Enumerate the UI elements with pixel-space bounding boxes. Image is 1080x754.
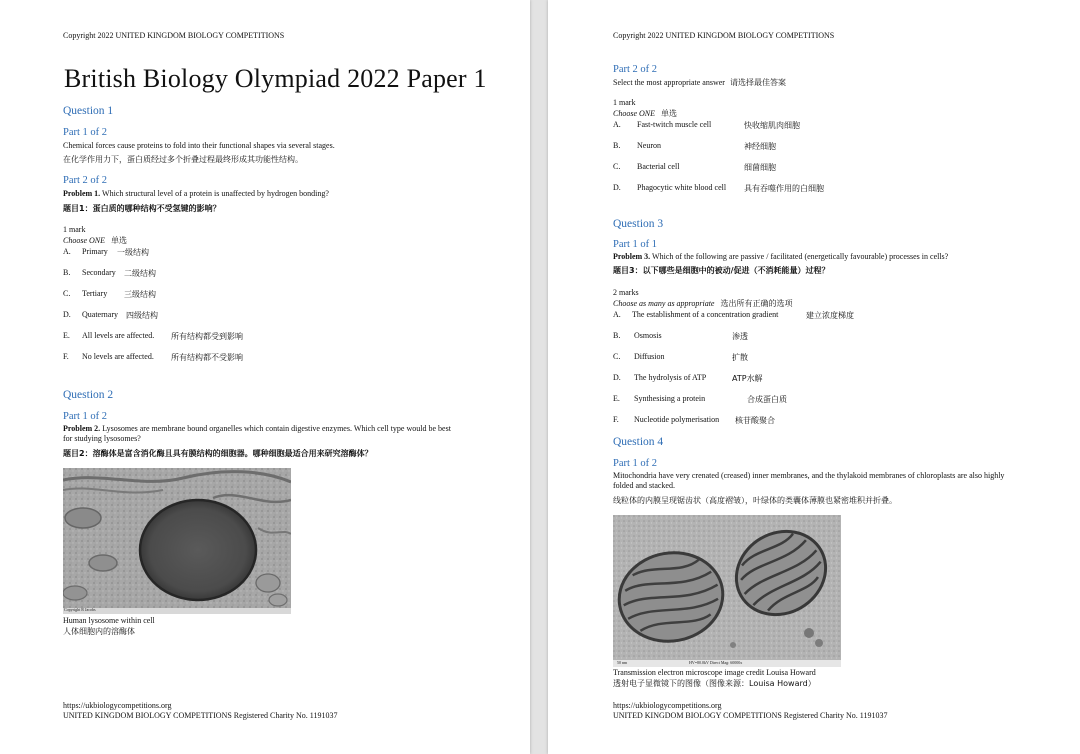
option-text-en: Quaternary xyxy=(82,310,118,319)
option-text-zh: 快收缩肌肉细胞 xyxy=(744,121,800,130)
option-letter: A. xyxy=(613,120,621,129)
option-letter: D. xyxy=(613,183,621,192)
q2-select-instruction xyxy=(613,77,786,88)
option-text-en: Osmosis xyxy=(634,331,662,340)
q1-part1-label: Part 1 of 2 xyxy=(63,127,108,138)
q3-option-d[interactable] xyxy=(613,373,943,385)
problem-1-text xyxy=(63,189,329,198)
footer-url[interactable]: https://ukbiologycompetitions.org xyxy=(63,701,172,710)
right-page xyxy=(548,0,1080,754)
q1-part1-text-en: Chemical forces cause proteins to fold into their functional shapes via several stages. xyxy=(63,141,335,150)
q1-marks: 1 mark xyxy=(63,225,86,234)
q2-option-b[interactable] xyxy=(613,141,913,153)
option-text-en: No levels are affected. xyxy=(82,352,154,361)
q1-choose-zh: 单选 xyxy=(111,236,127,245)
q3-option-e[interactable] xyxy=(613,394,943,406)
copyright-header: Copyright 2022 UNITED KINGDOM BIOLOGY COMPETITIONS xyxy=(63,31,285,40)
problem-2-zh: 题目2：溶酶体是富含消化酶且具有膜结构的细胞器。哪种细胞最适合用来研究溶酶体？ xyxy=(63,449,373,458)
q3-option-c[interactable] xyxy=(613,352,943,364)
q2-option-a[interactable] xyxy=(613,120,913,132)
q1-choose-en: Choose ONE xyxy=(63,236,105,245)
option-text-zh: 一级结构 xyxy=(117,248,149,257)
option-text-en: Diffusion xyxy=(634,352,665,361)
q2-choose xyxy=(613,108,677,119)
q1-part2-label: Part 2 of 2 xyxy=(63,175,108,186)
footer-url[interactable]: https://ukbiologycompetitions.org xyxy=(613,701,722,710)
question-2-heading: Question 2 xyxy=(63,389,114,401)
option-letter: B. xyxy=(613,331,621,340)
option-letter: F. xyxy=(613,415,619,424)
question-3-heading: Question 3 xyxy=(613,218,664,230)
q4-text-en: Mitochondria have very crenated (creased) inner membranes, and the thylakoid membranes of chloroplasts are also highly folded and stacked. xyxy=(613,471,1005,490)
option-letter: C. xyxy=(63,289,71,298)
option-text-zh: 细菌细胞 xyxy=(744,163,776,172)
option-text-zh: 四级结构 xyxy=(126,311,158,320)
copyright-header: Copyright 2022 UNITED KINGDOM BIOLOGY COMPETITIONS xyxy=(613,31,835,40)
mitochondria-image xyxy=(613,515,841,667)
lysosome-image xyxy=(63,468,291,614)
option-text-zh: 所有结构都不受影响 xyxy=(171,353,243,362)
q2-option-c[interactable] xyxy=(613,162,913,174)
option-letter: D. xyxy=(613,373,621,382)
problem-1-label: Problem 1. xyxy=(63,189,101,198)
option-text-zh: 扩散 xyxy=(732,353,748,362)
option-text-en: Phagocytic white blood cell xyxy=(637,183,727,192)
q1-option-d[interactable] xyxy=(63,310,323,322)
option-text-zh: ATP水解 xyxy=(732,374,763,383)
option-letter: B. xyxy=(63,268,71,277)
q1-option-b[interactable] xyxy=(63,268,323,280)
q2-select-zh: 请选择最佳答案 xyxy=(729,78,786,87)
option-text-zh: 三级结构 xyxy=(124,290,156,299)
q2-marks: 1 mark xyxy=(613,98,636,107)
lysosome-image-credit: Copyright R Jacobs xyxy=(64,607,96,612)
option-letter: A. xyxy=(613,310,621,319)
problem-1-en: Which structural level of a protein is unaffected by hydrogen bonding? xyxy=(102,189,329,198)
option-text-en: Secondary xyxy=(82,268,116,277)
option-text-en: All levels are affected. xyxy=(82,331,155,340)
option-letter: C. xyxy=(613,352,621,361)
option-text-en: Bacterial cell xyxy=(637,162,680,171)
option-text-en: Neuron xyxy=(637,141,661,150)
option-letter: F. xyxy=(63,352,69,361)
lysosome-caption-en: Human lysosome within cell xyxy=(63,616,155,625)
problem-2-label: Problem 2. xyxy=(63,424,101,433)
mitochondria-caption-zh: 透射电子显微镜下的图像（图像来源：Louisa Howard） xyxy=(613,679,816,688)
q3-choose-en: Choose as many as appropriate xyxy=(613,299,715,308)
q2-option-d[interactable] xyxy=(613,183,913,195)
q3-option-b[interactable] xyxy=(613,331,943,343)
mitochondria-caption-en: Transmission electron microscope image credit Louisa Howard xyxy=(613,668,816,677)
q2-part1-label: Part 1 of 2 xyxy=(63,411,108,422)
option-text-zh: 所有结构都受到影响 xyxy=(171,332,243,341)
option-letter: E. xyxy=(63,331,70,340)
option-text-en: The hydrolysis of ATP xyxy=(634,373,707,382)
footer-charity: UNITED KINGDOM BIOLOGY COMPETITIONS Registered Charity No. 1191037 xyxy=(63,711,338,720)
question-4-heading: Question 4 xyxy=(613,436,664,448)
q1-choose xyxy=(63,235,127,246)
page-title: British Biology Olympiad 2022 Paper 1 xyxy=(64,64,487,93)
q3-choose-zh: 选出所有正确的选项 xyxy=(720,299,793,308)
q2-choose-zh: 单选 xyxy=(661,109,677,118)
option-text-en: Nucleotide polymerisation xyxy=(634,415,720,424)
option-text-zh: 神经细胞 xyxy=(744,142,776,151)
option-text-en: The establishment of a concentration gradient xyxy=(632,310,779,319)
option-text-zh: 渗透 xyxy=(732,332,748,341)
lysosome-caption-zh: 人体细胞内的溶酶体 xyxy=(63,627,135,636)
option-text-zh: 具有吞噬作用的白细胞 xyxy=(744,184,824,193)
option-letter: A. xyxy=(63,247,71,256)
option-letter: B. xyxy=(613,141,621,150)
q4-part-label: Part 1 of 2 xyxy=(613,458,658,469)
option-text-en: Primary xyxy=(82,247,108,256)
option-text-zh: 合成蛋白质 xyxy=(747,395,787,404)
q3-option-a[interactable] xyxy=(613,310,943,322)
problem-3-label: Problem 3. xyxy=(613,252,651,261)
q2-select-en: Select the most appropriate answer xyxy=(613,78,725,87)
option-letter: D. xyxy=(63,310,71,319)
q1-option-a[interactable] xyxy=(63,247,323,259)
option-text-en: Fast-twitch muscle cell xyxy=(637,120,712,129)
mitochondria-micrograph xyxy=(613,515,841,667)
q1-option-e[interactable] xyxy=(63,331,323,343)
problem-2-en: Lysosomes are membrane bound organelles which contain digestive enzymes. Which cell type would be best for studying lysosomes? xyxy=(63,424,451,443)
mitochondria-scale-label: 50 nm xyxy=(617,660,628,665)
q4-text-zh: 线粒体的内膜呈现锯齿状（高度褶皱），叶绿体的类囊体薄膜也紧密堆积并折叠。 xyxy=(613,496,897,505)
q3-option-f[interactable] xyxy=(613,415,943,427)
problem-3-zh: 题目3：以下哪些是细胞中的被动/促进（不消耗能量）过程？ xyxy=(613,266,830,275)
q3-marks: 2 marks xyxy=(613,288,639,297)
q3-part-label: Part 1 of 1 xyxy=(613,239,658,250)
mitochondria-image-meta: HV=80.0kV Direct Mag: 60000x xyxy=(689,660,743,665)
footer-charity: UNITED KINGDOM BIOLOGY COMPETITIONS Registered Charity No. 1191037 xyxy=(613,711,888,720)
option-text-zh: 二级结构 xyxy=(124,269,156,278)
problem-1-zh: 题目1：蛋白质的哪种结构不受氢键的影响？ xyxy=(63,204,221,213)
q2-choose-en: Choose ONE xyxy=(613,109,655,118)
q1-part1-text-zh: 在化学作用力下，蛋白质经过多个折叠过程最终形成其功能性结构。 xyxy=(63,155,303,164)
option-letter: E. xyxy=(613,394,620,403)
option-text-zh: 建立浓度梯度 xyxy=(806,311,854,320)
lysosome-micrograph xyxy=(63,468,291,614)
q1-option-f[interactable] xyxy=(63,352,323,364)
option-text-en: Tertiary xyxy=(82,289,108,298)
question-1-heading: Question 1 xyxy=(63,105,114,117)
q1-option-c[interactable] xyxy=(63,289,323,301)
q2-part2-label: Part 2 of 2 xyxy=(613,64,658,75)
problem-2-text xyxy=(63,424,458,443)
option-text-zh: 核苷酸聚合 xyxy=(735,416,775,425)
problem-3-en: Which of the following are passive / facilitated (energetically favourable) processes in cells? xyxy=(652,252,949,261)
q3-choose xyxy=(613,298,792,309)
left-page xyxy=(0,0,530,754)
option-text-en: Synthesising a protein xyxy=(634,394,706,403)
option-letter: C. xyxy=(613,162,621,171)
problem-3-text xyxy=(613,252,948,261)
